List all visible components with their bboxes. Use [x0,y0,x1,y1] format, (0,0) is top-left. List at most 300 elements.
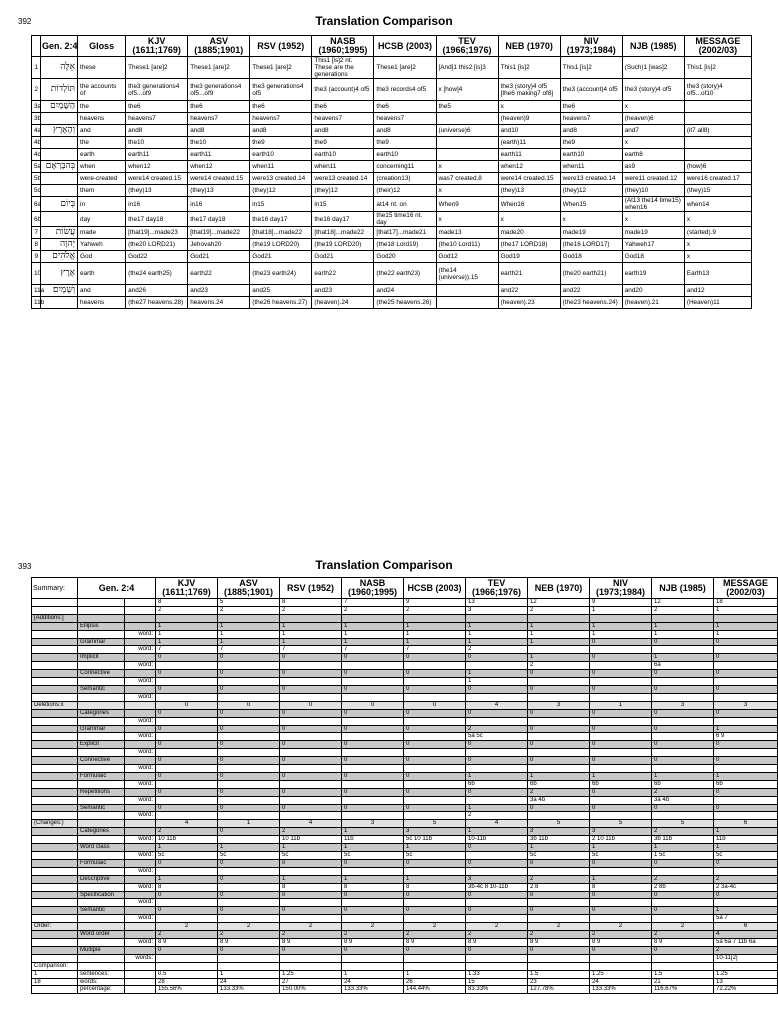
row-sublabel [125,757,156,765]
value-cell: 133.33% [218,986,280,994]
translation-cell: x [684,212,751,227]
translation-cell: (the10 Lord11) [436,239,498,251]
translation-cell: the3 (story)4 of5 [the6 making7 of8] [498,79,560,101]
value-cell: 4 [714,931,778,939]
value-cell [652,867,714,875]
value-cell: 0 [156,709,218,717]
translation-cell: and20 [622,285,684,297]
row-category [78,606,125,614]
value-cell [528,646,590,654]
value-cell: 0 [404,725,466,733]
value-cell: 1 [156,622,218,630]
table-row [32,137,752,149]
translation-cell: (heaven).23 [498,297,560,309]
value-cell [280,693,342,701]
value-cell: 2 [156,923,218,931]
value-cell [652,954,714,962]
value-cell: 1 [218,970,280,978]
translation-cell: Yahweh17 [622,239,684,251]
row-category [78,883,125,891]
value-cell [714,678,778,686]
value-cell: 0 [404,709,466,717]
value-cell: 1 [218,638,280,646]
value-cell: 127.78% [528,986,590,994]
row-label [32,899,78,907]
row-sublabel [125,844,156,852]
row-category [78,899,125,907]
table-row [32,606,778,614]
value-cell [156,749,218,757]
table-row [32,113,752,125]
value-cell: 133.33% [590,986,652,994]
translation-cell: God21 [188,251,250,263]
translation-cell: when12 [126,161,188,173]
translation-cell: earth11 [188,149,250,161]
value-cell: 13 [714,978,778,986]
value-cell: 1 [466,638,528,646]
row-label [32,812,78,820]
value-cell: 0 [342,709,404,717]
value-cell [156,733,218,741]
value-cell [714,899,778,907]
value-cell: 2 3a-4c [714,883,778,891]
translation-cell: earth22 [312,263,374,285]
table-row [32,185,752,197]
value-cell: 0 [466,654,528,662]
value-cell: 1 [156,875,218,883]
value-cell [404,717,466,725]
value-cell: 0 [156,891,218,899]
value-cell [590,915,652,923]
value-cell: 23 [528,978,590,986]
translation-cell: and8 [312,125,374,137]
value-cell [528,749,590,757]
row-category [78,796,125,804]
row-category: Grammar [78,725,125,733]
row-sublabel [125,606,156,614]
table-row [32,796,778,804]
translation-cell: the9 [250,137,312,149]
value-cell: 0 [466,685,528,693]
translation-cell: (the25 heavens.26) [374,297,436,309]
value-cell: 144.44% [404,986,466,994]
value-cell: 0 [218,828,280,836]
value-cell: 5c [342,852,404,860]
translation-cell: were13 created.14 [312,173,374,185]
value-cell: 0 [218,701,280,709]
translation-cell: earth22 [188,263,250,285]
hebrew-word: אֱלֹהִים [41,251,78,263]
value-cell: 5c [156,852,218,860]
value-cell: 0 [404,757,466,765]
value-cell: 2 [342,931,404,939]
value-cell [156,765,218,773]
table-row [32,844,778,852]
table-row [32,820,778,828]
value-cell: 1 [156,844,218,852]
translation-cell: the15 time16 nt. day [374,212,436,227]
value-cell: 0 [218,757,280,765]
value-cell: 7 [156,646,218,654]
value-cell: 4 [466,820,528,828]
value-cell [590,812,652,820]
value-cell: 5 [528,820,590,828]
table-row [32,227,752,239]
translation-cell: heavens7 [312,113,374,125]
value-cell: 1 [466,622,528,630]
value-cell: 0 [652,741,714,749]
value-cell: 2 [466,931,528,939]
value-cell: 1 [342,970,404,978]
value-cell: 0 [280,907,342,915]
table-row [32,101,752,113]
value-cell: 0 [404,685,466,693]
value-cell: 0 [466,741,528,749]
value-cell [528,962,590,970]
translation-cell: and24 [374,285,436,297]
row-category [78,915,125,923]
translation-cell: (the22 earth23) [374,263,436,285]
translation-cell: the17 day18 [188,212,250,227]
value-cell [714,693,778,701]
value-cell [280,962,342,970]
table-row [32,149,752,161]
value-cell [280,812,342,820]
value-cell: 6b [528,780,590,788]
column-header: TEV (1966;1976) [436,36,498,57]
gloss-cell: heavens [78,113,126,125]
value-cell: 3 [714,701,778,709]
row-sublabel [125,772,156,780]
table-row [32,709,778,717]
gloss-cell: these [78,57,126,79]
value-cell: 6b [590,780,652,788]
value-cell: 2 [404,931,466,939]
translation-cell: (the20 earth21) [560,263,622,285]
value-cell: 0 [466,788,528,796]
value-cell: 0 [404,907,466,915]
value-cell: 0 [652,757,714,765]
value-cell: 1 [590,630,652,638]
row-label [32,709,78,717]
row-category [78,599,125,607]
row-sublabel: word: [125,899,156,907]
value-cell: 0 [590,654,652,662]
row-sublabel [125,859,156,867]
value-cell [280,765,342,773]
value-cell [652,765,714,773]
value-cell: 6b [714,780,778,788]
row-label [32,915,78,923]
value-cell: 1.25 [714,970,778,978]
table-row [32,812,778,820]
value-cell: 1 [590,844,652,852]
value-cell [528,717,590,725]
value-cell [404,693,466,701]
value-cell [652,614,714,622]
table-row [32,701,778,709]
value-cell: 2 [156,606,218,614]
value-cell: 2 [342,606,404,614]
value-cell: 10 11b [280,836,342,844]
value-cell: 0 [528,741,590,749]
table-row [32,986,778,994]
row-category [78,693,125,701]
row-label [32,954,78,962]
translation-cell: earth19 [622,263,684,285]
row-sublabel: word: [125,678,156,686]
row-category: Connective [78,757,125,765]
row-category: sentences: [78,970,125,978]
value-cell [528,954,590,962]
value-cell: 11b [714,836,778,844]
value-cell: 0 [404,859,466,867]
value-cell: 1 [466,678,528,686]
translation-cell [436,137,498,149]
value-cell: 1 [590,772,652,780]
translation-cell: the3 generations4 of5 [250,79,312,101]
translation-cell: were16 created.17 [684,173,751,185]
row-category: Semantic [78,685,125,693]
value-cell: 1 [714,630,778,638]
gloss-cell: God [78,251,126,263]
value-cell: 13 [466,599,528,607]
gloss-cell: in [78,197,126,212]
value-cell: 1 [218,622,280,630]
value-cell [590,678,652,686]
row-sublabel: word: [125,812,156,820]
translation-cell [436,149,498,161]
value-cell: 1 [218,844,280,852]
value-cell [280,717,342,725]
row-label [32,946,78,954]
translation-cell: These1 [are]2 [188,57,250,79]
row-category [78,678,125,686]
value-cell [342,812,404,820]
value-cell [404,749,466,757]
translation-cell: the10 [126,137,188,149]
value-cell: 0 [652,946,714,954]
value-cell [156,962,218,970]
value-cell: 2 [466,812,528,820]
translation-cell: the16 day17 [312,212,374,227]
value-cell: 4 [466,701,528,709]
value-cell: 0 [342,788,404,796]
value-cell: 0 [280,859,342,867]
value-cell: 8 9 [218,938,280,946]
value-cell [714,717,778,725]
value-cell: 155.56% [156,986,218,994]
translation-cell: when11 [560,161,622,173]
translation-cell: (they)10 [622,185,684,197]
translation-cell: (the27 heavens.28) [126,297,188,309]
table-row [32,57,752,79]
value-cell: 8 9 [528,938,590,946]
value-cell: 0 [466,757,528,765]
value-cell: 2 [280,828,342,836]
value-cell: 0 [714,891,778,899]
value-cell [218,962,280,970]
gloss-cell: the [78,137,126,149]
row-category: Formulaic [78,859,125,867]
value-cell: 0 [218,772,280,780]
value-cell: 2 [218,923,280,931]
translation-cell: (creation13) [374,173,436,185]
value-cell [528,915,590,923]
row-label [32,938,78,946]
row-sublabel [125,638,156,646]
row-label: (Changes:) [32,820,78,828]
value-cell: 8 9 [404,938,466,946]
gloss-cell: and [78,285,126,297]
translation-cell: the6 [188,101,250,113]
table-row [32,263,752,285]
translation-cell: and7 [622,125,684,137]
value-cell: 0 [218,907,280,915]
translation-cell: were13 created.14 [250,173,312,185]
value-cell: 1 [280,622,342,630]
value-cell: 10-11[2] [714,954,778,962]
value-cell: 0 [714,757,778,765]
value-cell [280,954,342,962]
row-number: 11b [32,297,41,309]
translation-cell: This1 [is]2 [684,57,751,79]
row-sublabel: word: [125,938,156,946]
translation-cell: [that19]...made23 [126,227,188,239]
row-label [32,788,78,796]
translation-cell: the6 [312,101,374,113]
value-cell: 3b-4c 8 10-11b [466,883,528,891]
hebrew-word: וְשָׁמָיִם׃ [41,285,78,297]
value-cell [404,954,466,962]
translation-cell: and22 [560,285,622,297]
value-cell: 0 [652,907,714,915]
translation-cell: When15 [560,197,622,212]
value-cell: 0 [714,685,778,693]
translation-cell: heavens.24 [188,297,250,309]
translation-cell: (they)12 [560,185,622,197]
row-label [32,765,78,773]
translation-cell: (earth)11 [498,137,560,149]
value-cell: 6b [466,780,528,788]
value-cell [218,693,280,701]
row-category [78,923,125,931]
translation-cell: (Such)1 [was]2 [622,57,684,79]
value-cell: 0 [218,741,280,749]
value-cell: 0 [342,859,404,867]
value-cell: 6 9 [714,733,778,741]
value-cell: 0 [528,891,590,899]
row-sublabel [125,788,156,796]
value-cell: 9 [404,599,466,607]
translation-cell: Jehovah20 [188,239,250,251]
value-cell: 0 [590,757,652,765]
row-sublabel [125,709,156,717]
value-cell: 0 [280,725,342,733]
value-cell: 0 [342,804,404,812]
translation-cell: (At13 the14 time15) when16 [622,197,684,212]
column-header: RSV (1952) [280,578,342,599]
translation-cell: heavens7 [188,113,250,125]
row-number: 11a [32,285,41,297]
table-row [32,772,778,780]
value-cell: 0 [280,946,342,954]
hebrew-word: וְהָאָרֶץ [41,125,78,137]
value-cell: 1 [404,844,466,852]
value-cell [404,867,466,875]
translation-cell: Earth13 [684,263,751,285]
page-number: 393 [18,562,32,571]
value-cell [404,962,466,970]
value-cell: 0 [652,804,714,812]
value-cell [590,662,652,670]
value-cell [342,733,404,741]
value-cell [218,812,280,820]
value-cell: 0 [652,670,714,678]
row-label [32,685,78,693]
table-row [32,946,778,954]
table-row [32,788,778,796]
value-cell: 7 [280,646,342,654]
table-row [32,915,778,923]
row-category: percentage: [78,986,125,994]
row-category: Semantic [78,804,125,812]
value-cell [342,614,404,622]
value-cell: 1 [528,844,590,852]
value-cell: 0 [652,685,714,693]
value-cell: 0 [466,859,528,867]
value-cell: 0 [156,685,218,693]
value-cell: 0 [714,654,778,662]
value-cell: 3 [466,875,528,883]
value-cell: 7 [342,599,404,607]
value-cell: 1 [590,606,652,614]
value-cell: 0 [714,859,778,867]
gloss-cell: earth [78,149,126,161]
value-cell: 1 [590,875,652,883]
value-cell: 1 [156,638,218,646]
value-cell [528,765,590,773]
row-category: Categories [78,709,125,717]
gloss-cell: when [78,161,126,173]
value-cell: 2 [466,646,528,654]
value-cell: 8 9 [156,938,218,946]
translation-cell: in16 [126,197,188,212]
row-label: Comparison: [32,962,78,970]
value-cell [280,899,342,907]
value-cell: 0 [342,946,404,954]
value-cell: 2 [404,923,466,931]
value-cell: 2 [156,828,218,836]
value-cell: 9 [590,599,652,607]
translation-cell: [that18]...made22 [250,227,312,239]
value-cell: 0 [652,638,714,646]
row-label: 18 [32,978,78,986]
row-number: 6a [32,197,41,212]
value-cell: 2 [714,946,778,954]
value-cell [714,765,778,773]
row-sublabel: word: [125,780,156,788]
translation-cell: (Heaven)11 [684,297,751,309]
value-cell: 133.33% [342,986,404,994]
value-cell [466,749,528,757]
value-cell: 1 [280,844,342,852]
value-cell [218,780,280,788]
row-label [32,654,78,662]
translation-cell: the6 [374,101,436,113]
value-cell: 1.5 [652,970,714,978]
hebrew-word: אֶרֶץ [41,263,78,285]
